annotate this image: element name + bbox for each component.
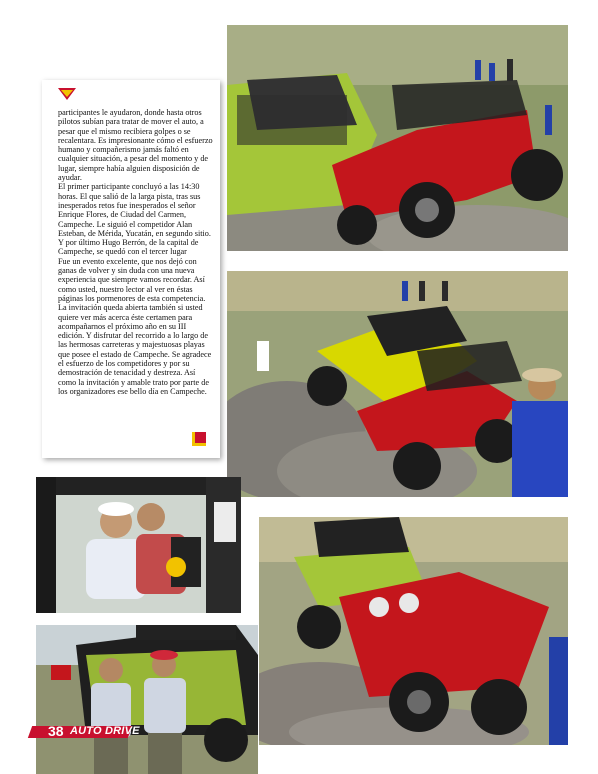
photo-jeeps-bottom [259,517,568,745]
page-number: 38 [48,723,64,739]
article-paragraph: El primer participante concluyó a las 14:30 horas. El que salió de la larga pista, tras sus inesperados retos fue inesperados el señor Enrique Flores, de Ciudad del Carmen, Campeche. Le siguió el competidor Alan Esteban, de Mérida, Yucatán, en segundo sitio. Y por último Hugo Berrón, de la capital de Campeche, se quedó con el tercer lugar [58,182,211,257]
article-text-box [42,80,220,458]
article-paragraph: participantes le ayudaron, donde hasta otros pilotos subían para tratar de mover el auto, a pesar que el mismo recibiera golpes o se recalentara. Es impresionante cómo el esfuerzo humano y compañerismo jamás faltó en cualquier situación, a pesar del momento y de lugar, siempre había alguien disposición de ayudar. [58,108,213,183]
page-footer [30,722,140,740]
end-of-article-icon [192,432,206,446]
photo-drivers-in-jeep [36,477,241,613]
photo-jeeps-middle [227,271,568,497]
magazine-brand: AUTO DRIVE [70,725,140,737]
photo-jeeps-top [227,25,568,251]
article-paragraph: La invitación queda abierta también si usted quiere ver más acerca éste certamen para acompañarnos el próximo año en su III edición. Y disfrutar del recorrido a lo largo de las hermosas carreteras y majestuosas playas que posee el estado de Campeche. Se agradece el esfuerzo de los competidores y por su demostración de tenacidad y destreza. Así como la invitación y amable trato por parte de los organizadores ese bello día en Campeche. [58,303,212,396]
photo-men-with-green-jeep [36,625,258,774]
chevron-down-icon [58,88,76,100]
article-paragraph: Fue un evento excelente, que nos dejó con ganas de volver y sin duda con una nueva experiencia que siempre vamos recordar. Así como usted, nuestro lector al ver en éstas páginas los pormenores de esta competencia. [58,256,206,303]
article-body [58,108,214,396]
